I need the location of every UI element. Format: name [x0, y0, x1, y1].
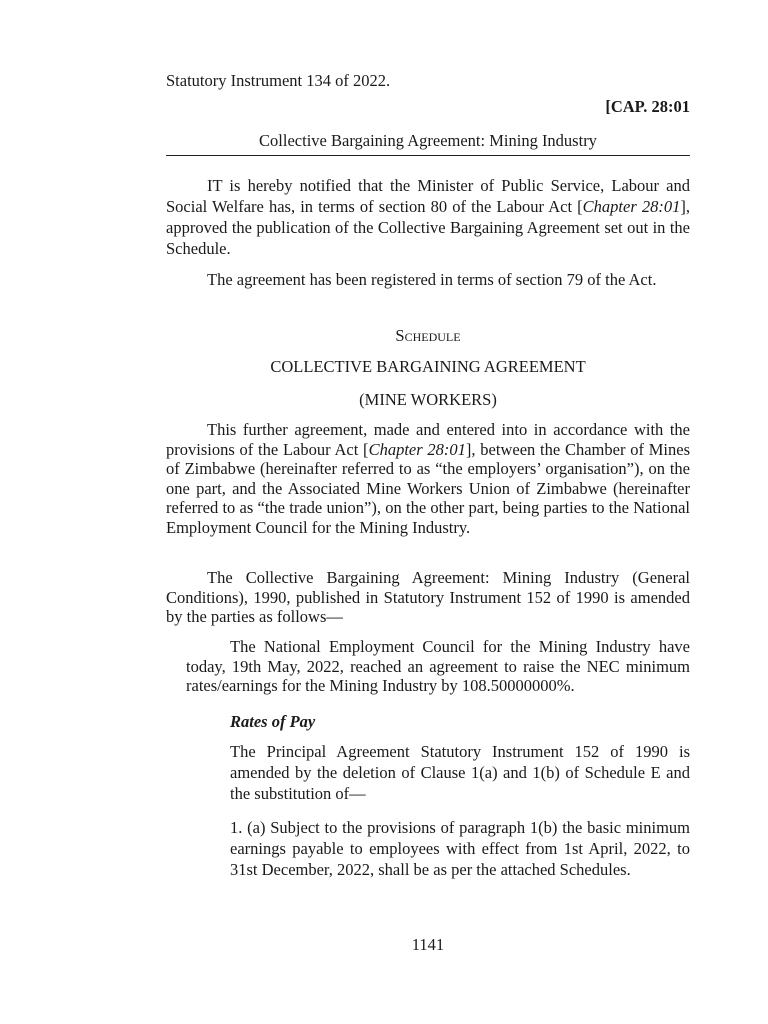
rates-of-pay-heading: Rates of Pay	[230, 712, 316, 731]
rates-paragraph-2: 1. (a) Subject to the provisions of paragraph 1(b) the basic minimum earnings payable to employees with effect from 1st April, 2022, to 31st December, 2022, shall be as per the attached Schedules.	[230, 818, 690, 879]
schedule-heading: COLLECTIVE BARGAINING AGREEMENT	[270, 357, 586, 376]
schedule-subheading: (MINE WORKERS)	[359, 390, 497, 409]
schedule-label: Schedule	[395, 326, 461, 345]
notice-paragraph-2: The agreement has been registered in terms of section 79 of the Act.	[207, 270, 657, 289]
notice-paragraph-1: IT is hereby notified that the Minister of Public Service, Labour and Social Welfare has, in terms of section 80 of the Labour Act [Chapter 28:01], approved the publication of the Collective Bargaining Agreement set out in the Schedule.	[166, 176, 690, 258]
chapter-reference: [CAP. 28:01	[605, 97, 690, 116]
title-rule	[166, 155, 690, 156]
nec-quote-paragraph: The National Employment Council for the Mining Industry have today, 19th May, 2022, reached an agreement to raise the NEC minimum rates/earnings for the Mining Industry by 108.50000000%.	[186, 637, 690, 696]
agreement-paragraph: This further agreement, made and entered into in accordance with the provisions of the Labour Act [Chapter 28:01], between the Chamber of Mines of Zimbabwe (hereinafter referred to as “the employers’ organisation”), on the one part, and the Associated Mine Workers Union of Zimbabwe (hereinafter referred to as “the trade union”), on the other part, being parties to the National Employment Council for the Mining Industry.	[166, 420, 690, 537]
document-title: Collective Bargaining Agreement: Mining Industry	[259, 131, 597, 150]
rates-paragraph-1: The Principal Agreement Statutory Instrument 152 of 1990 is amended by the deletion of Clause 1(a) and 1(b) of Schedule E and the substitution of—	[230, 742, 690, 803]
page-number: 1141	[411, 935, 445, 954]
amendment-paragraph: The Collective Bargaining Agreement: Mining Industry (General Conditions), 1990, published in Statutory Instrument 152 of 1990 is amended by the parties as follows—	[166, 568, 690, 627]
instrument-number: Statutory Instrument 134 of 2022.	[166, 71, 391, 90]
